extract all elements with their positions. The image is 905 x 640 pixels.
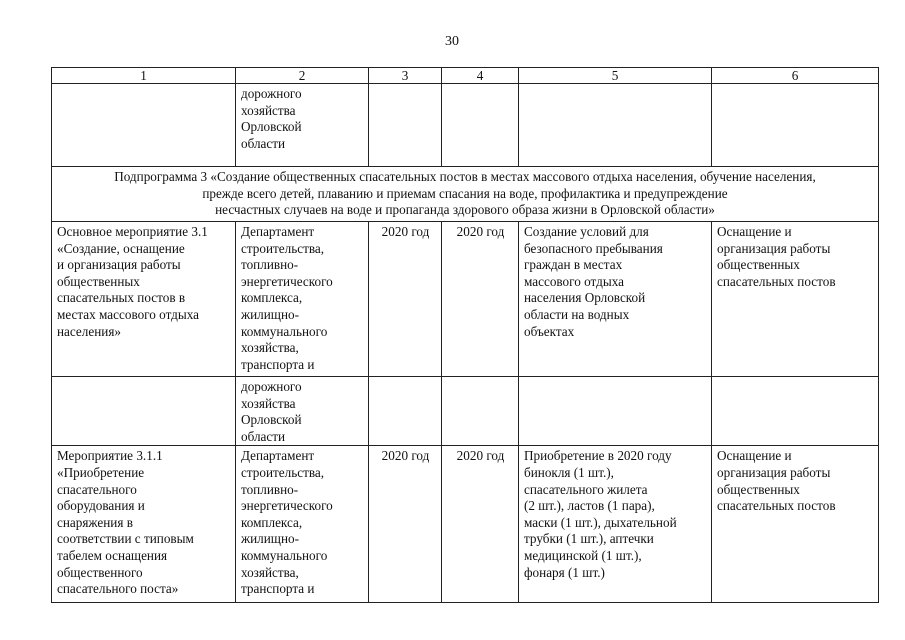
text-line: Подпрограмма 3 «Создание общественных спасательных постов в местах массового отдыха населения, обучение населения, xyxy=(114,169,816,184)
text-line: хозяйства, xyxy=(241,564,299,580)
cell-result xyxy=(519,222,712,377)
text-line: несчастных случаев на воде и пропаганда здорового образа жизни в Орловской области» xyxy=(215,202,715,218)
text-line: трубки (1 шт.), аптечки xyxy=(524,531,654,547)
text-line: Мероприятие 3.1.1 xyxy=(57,448,163,464)
cell-name xyxy=(52,222,236,377)
text-line: объектах xyxy=(524,323,575,339)
text-line: хозяйства xyxy=(241,395,296,411)
text-line: (2 шт.), ластов (1 пара), xyxy=(524,498,655,514)
text-line: энергетического xyxy=(241,273,333,289)
text-line: Орловской xyxy=(241,119,302,135)
text-line: Департамент xyxy=(241,224,315,239)
text-line: Основное мероприятие 3.1 xyxy=(57,224,208,239)
cell-end-year: 2020 год xyxy=(442,222,519,377)
text-line: спасательных постов в xyxy=(57,290,186,306)
text-line: фонаря (1 шт.) xyxy=(524,564,605,580)
text-line: маски (1 шт.), дыхательной xyxy=(524,514,677,530)
text-line: Департамент xyxy=(241,448,315,464)
text-line: местах массового отдыха xyxy=(57,306,200,322)
text-line: соответствии с типовым xyxy=(57,531,194,547)
text-line: и организация работы xyxy=(57,257,181,273)
text-line: снаряжения в xyxy=(57,514,133,530)
table-row-subprogram xyxy=(52,167,879,222)
cell-start-year: 2020 год xyxy=(369,446,442,603)
text-line: табелем оснащения xyxy=(57,547,168,563)
table-row-continuation xyxy=(52,84,879,167)
column-header: 3 xyxy=(369,68,442,84)
cell-executor xyxy=(236,84,369,167)
text-line: массового отдыха xyxy=(524,273,624,289)
cell-executor xyxy=(236,446,369,603)
text-line: дорожного xyxy=(241,379,302,394)
cell-executor xyxy=(236,222,369,377)
column-header: 6 xyxy=(712,68,879,84)
text-line: Оснащение и xyxy=(717,448,792,464)
text-line: хозяйства xyxy=(241,102,296,118)
cell-end-year: 2020 год xyxy=(442,446,519,603)
text-line: «Создание, оснащение xyxy=(57,240,185,256)
cell-result xyxy=(519,446,712,603)
text-line: спасательного жилета xyxy=(524,481,648,497)
table-header-row xyxy=(52,68,879,84)
text-line: общественного xyxy=(57,564,143,580)
cell-result xyxy=(519,377,712,446)
text-line: энергетического xyxy=(241,498,333,514)
text-line: общественных xyxy=(717,481,800,497)
cell-start-year xyxy=(369,377,442,446)
text-line: транспорта и xyxy=(241,356,315,372)
text-line: области на водных xyxy=(524,306,630,322)
text-line: Оснащение и xyxy=(717,224,792,239)
cell-start-year xyxy=(369,84,442,167)
cell-name xyxy=(52,377,236,446)
text-line: населения» xyxy=(57,323,121,339)
text-line: комплекса, xyxy=(241,290,303,306)
text-line: хозяйства, xyxy=(241,340,299,356)
text-line: оборудования и xyxy=(57,498,145,514)
text-line: граждан в местах xyxy=(524,257,623,273)
cell-relation xyxy=(712,377,879,446)
page-number: 30 xyxy=(445,34,459,49)
text-line: общественных xyxy=(57,273,140,289)
text-line: спасательного xyxy=(57,481,137,497)
cell-start-year: 2020 год xyxy=(369,222,442,377)
cell-name xyxy=(52,84,236,167)
text-line: дорожного xyxy=(241,86,302,101)
text-line: спасательных постов xyxy=(717,498,836,514)
text-line: Орловской xyxy=(241,412,302,428)
text-line: топливно- xyxy=(241,481,299,497)
text-line: Приобретение в 2020 году xyxy=(524,448,672,464)
text-line: области xyxy=(241,135,286,151)
cell-name xyxy=(52,446,236,603)
text-line: строительства, xyxy=(241,240,325,256)
text-line: «Приобретение xyxy=(57,464,145,480)
cell-relation xyxy=(712,222,879,377)
text-line: организация работы xyxy=(717,464,831,480)
cell-relation xyxy=(712,446,879,603)
cell-relation xyxy=(712,84,879,167)
text-line: населения Орловской xyxy=(524,290,646,306)
text-line: медицинской (1 шт.), xyxy=(524,547,642,563)
cell-end-year xyxy=(442,377,519,446)
text-line: спасательного поста» xyxy=(57,581,179,597)
text-line: области xyxy=(241,428,286,444)
text-line: Создание условий для xyxy=(524,224,649,239)
text-line: коммунального xyxy=(241,547,328,563)
text-line: коммунального xyxy=(241,323,328,339)
column-header: 2 xyxy=(236,68,369,84)
text-line: бинокля (1 шт.), xyxy=(524,464,614,480)
text-line: транспорта и xyxy=(241,581,315,597)
cell-executor xyxy=(236,377,369,446)
text-line: прежде всего детей, плаванию и приемам спасания на воде, профилактика и предупреждение xyxy=(202,185,728,201)
text-line: организация работы xyxy=(717,240,831,256)
cell-result xyxy=(519,84,712,167)
column-header: 5 xyxy=(519,68,712,84)
text-line: комплекса, xyxy=(241,514,303,530)
cell-end-year xyxy=(442,84,519,167)
text-line: общественных xyxy=(717,257,800,273)
text-line: строительства, xyxy=(241,464,325,480)
text-line: безопасного пребывания xyxy=(524,240,663,256)
column-header: 4 xyxy=(442,68,519,84)
program-table xyxy=(51,67,879,603)
text-line: жилищно- xyxy=(241,306,300,322)
subprogram-title xyxy=(52,167,879,222)
text-line: топливно- xyxy=(241,257,299,273)
column-header: 1 xyxy=(52,68,236,84)
table-row-main-activity xyxy=(52,222,879,377)
table-row-main-activity-continuation xyxy=(52,377,879,446)
table-row-activity xyxy=(52,446,879,603)
text-line: жилищно- xyxy=(241,531,300,547)
text-line: спасательных постов xyxy=(717,273,836,289)
